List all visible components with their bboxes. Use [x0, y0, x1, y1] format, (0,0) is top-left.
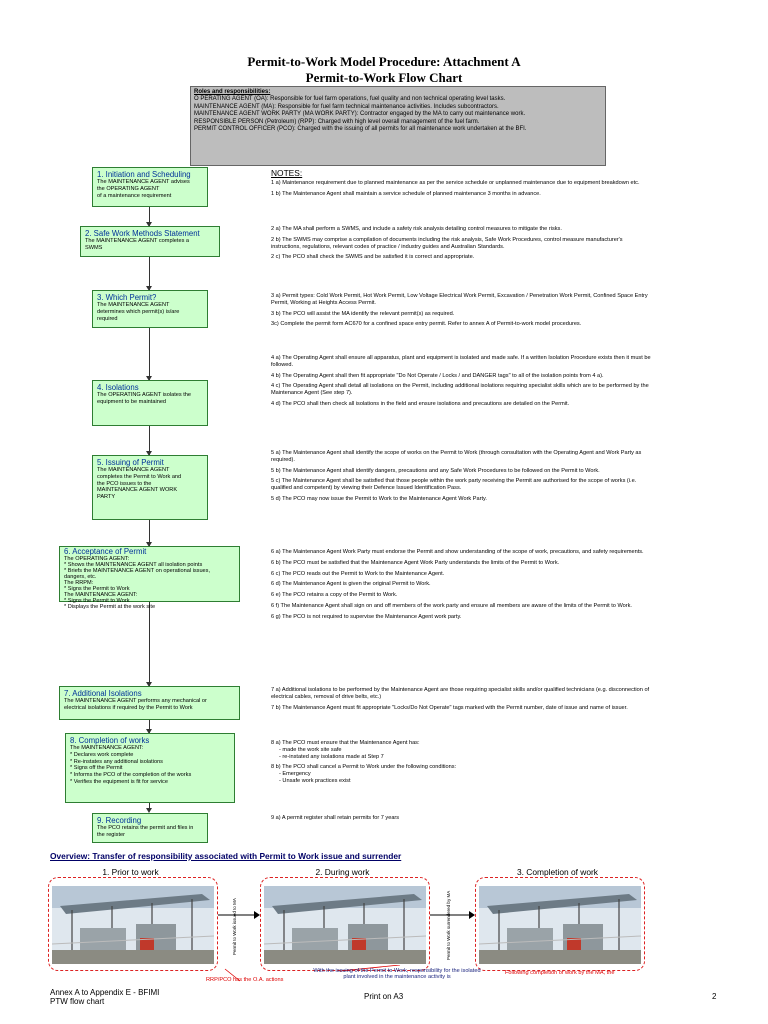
- step-line: required: [97, 315, 118, 322]
- step-line: dangers, etc.: [64, 574, 97, 580]
- step-heading: 7. Additional Isolations: [64, 689, 142, 698]
- step-line: determines which permit(s) is/are: [97, 308, 180, 315]
- note-item: - Emergency: [279, 771, 311, 778]
- footer-left-line1: Annex A to Appendix E - BFIMI: [50, 988, 160, 997]
- step-heading: 8. Completion of works: [70, 736, 150, 745]
- note: 4 d) The PCO shall then check all isolations in the field and ensure isolations and precautions are detailed on the Permit.: [271, 400, 570, 407]
- notes-heading: NOTES:: [271, 168, 303, 178]
- step-line: The MAINTENANCE AGENT: [97, 467, 170, 473]
- stage-title-3: 3. Completion of work: [517, 867, 598, 877]
- notes-group-3: [271, 293, 651, 332]
- note: 6 b) The PCO must be satisfied that the Maintenance Agent Work Party understands the limits of the Permit to Work.: [271, 559, 560, 566]
- notes-group-1: [271, 180, 651, 202]
- step-line: the OPERATING AGENT: [97, 185, 160, 192]
- step-box-6: [59, 546, 240, 610]
- fuel-farm-photo: [479, 886, 641, 964]
- flow-connector: [149, 328, 150, 380]
- stage-box-2: [260, 877, 430, 971]
- step-line: The RRPM:: [64, 580, 94, 586]
- step-line: * Briefs the MAINTENANCE AGENT on operational issues,: [64, 568, 211, 574]
- footer-center: Print on A3: [364, 992, 404, 1001]
- footer-left-line2: PTW flow chart: [50, 997, 105, 1006]
- roles-line: MAINTENANCE AGENT (MA): Responsible for fuel farm technical maintenance activities. Includes subcontractors.: [194, 103, 499, 110]
- step-line: equipment to be maintained: [97, 398, 167, 405]
- stage-title-2: 2. During work: [315, 867, 370, 877]
- caption-2: With the issuing of the Permit to Work, responsibility for the isolated plant involved in the maintenance activity is: [313, 968, 481, 981]
- stage-title-1: 1. Prior to work: [102, 867, 159, 877]
- step-line: * Shows the MAINTENANCE AGENT all isolation points: [64, 562, 203, 568]
- note: 3 b) The PCO will assist the MA identify the relevant permit(s) as required.: [271, 310, 455, 317]
- document-title: Permit-to-Work Model Procedure: Attachment A: [247, 54, 521, 69]
- step-line: * Verifies the equipment is fit for service: [70, 778, 168, 785]
- caption-3: Following completion of work by the MA, the: [505, 970, 615, 976]
- fuel-farm-photo: [264, 886, 426, 964]
- step-line: PARTY: [97, 494, 116, 501]
- step-box-7: [59, 686, 240, 720]
- note: 5 b) The Maintenance Agent shall identify dangers, precautions and any Safe Work Procedures to be followed on the Permit to Work.: [271, 467, 600, 474]
- step-line: the register: [97, 831, 125, 838]
- step-line: The MAINTENANCE AGENT:: [64, 592, 138, 598]
- note: 6 c) The PCO reads out the Permit to Work to the Maintenance Agent.: [271, 570, 445, 577]
- stage-box-1: [48, 877, 218, 971]
- fuel-farm-photo: [52, 886, 214, 964]
- document-subtitle: Permit-to-Work Flow Chart: [305, 70, 463, 85]
- step-line: SWMS: [85, 244, 103, 251]
- caption-1: RRP/PCO has the O.A. actions: [206, 977, 284, 983]
- note: 5 c) The Maintenance Agent shall be satisfied that those people within the work party receiving the Permit are authorised for the scope of works (i.e. qualified and competent) by viewing their Defence Issued Identification Pass.: [271, 478, 637, 492]
- note: 5 d) The PCO may now issue the Permit to Work to the Maintenance Agent Work Party.: [271, 495, 487, 502]
- stage-box-3: [475, 877, 645, 971]
- step-line: the PCO issues to the: [97, 480, 152, 487]
- step-heading: 4. Isolations: [97, 383, 139, 392]
- step-line: of a maintenance requirement: [97, 192, 172, 199]
- step-line: The MAINTENANCE AGENT: [97, 302, 170, 308]
- roles-line: O PERATING AGENT (OA): Responsible for fuel farm operations, fuel quality and non technical operating level tasks.: [194, 96, 506, 103]
- roles-line: MAINTENANCE AGENT WORK PARTY (MA WORK PARTY): Contractor engaged by the MA to carry out maintenance work.: [194, 111, 526, 118]
- roles-line: PERMIT CONTROL OFFICER (PCO): Charged with the issuing of all permits for all maintenance work undertaken at the BFI.: [194, 126, 527, 133]
- notes-group-8: [271, 740, 651, 785]
- note: 2 b) The SWMS may comprise a compilation of documents including the risk analysis, Safe Work Procedures, control measure manufacturer's instructions, regulations, relevant codes of practice / industry guides and Australian Standards.: [271, 236, 623, 250]
- note-item: - Unsafe work practices exist: [279, 777, 351, 784]
- step-line: * Declares work complete: [70, 751, 134, 758]
- step-line: The MAINTENANCE AGENT advises: [97, 179, 190, 185]
- step-line: MAINTENANCE AGENT WORK: [97, 487, 178, 494]
- step-box-2: [80, 226, 220, 257]
- roles-box: [190, 86, 606, 166]
- note: 3 a) Permit types: Cold Work Permit, Hot Work Permit, Low Voltage Electrical Work Permit, Excavation / Penetration Work Permit, Confined Space Entry Permit, Working at Heights Access Permit.: [271, 293, 648, 306]
- note: 4 b) The Operating Agent shall then fit appropriate "Do Not Operate / Locks / and DANGER tags" to all of the isolation points from 4 a).: [271, 372, 604, 379]
- note: 6 a) The Maintenance Agent Work Party must endorse the Permit and show understanding of the scope of work, precautions, and safety requirements.: [271, 549, 644, 555]
- note: 7 b) The Maintenance Agent must fit appropriate "Locks/Do Not Operate" tags marked with the Permit number, date of issue and name of issuer.: [271, 704, 628, 711]
- step-line: * Informs the PCO of the completion of the works: [70, 772, 192, 779]
- notes-group-4: [271, 355, 651, 412]
- transfer-arrow-2: [430, 905, 475, 925]
- transfer-label-1: Permit to Work issued to MA: [232, 898, 237, 955]
- transfer-arrow-1: [218, 905, 260, 925]
- step-box-1: [92, 167, 208, 207]
- step-line: * Signs the Permit to Work: [64, 586, 130, 592]
- notes-group-7: [271, 687, 651, 715]
- step-heading: 1. Initiation and Scheduling: [97, 170, 191, 179]
- step-line: electrical isolations if required by the Permit to Work: [64, 704, 193, 711]
- step-box-5: [92, 455, 208, 520]
- note: 1 a) Maintenance requirement due to planned maintenance as per the service schedule or unplanned maintenance due to equipment breakdown etc.: [271, 180, 640, 186]
- step-line: * Displays the Permit at the work site: [64, 604, 156, 610]
- roles-heading: Roles and responsibilities:: [194, 89, 271, 95]
- step-box-4: [92, 380, 208, 426]
- step-line: * Signs the Permit to Work: [64, 598, 130, 604]
- notes-group-6: [271, 549, 651, 625]
- note: 8 a) The PCO must ensure that the Maintenance Agent has:: [271, 740, 420, 746]
- page-number: 2: [712, 992, 717, 1001]
- step-box-8: [65, 733, 235, 803]
- note: 2 c) The PCO shall check the SWMS and be satisfied it is correct and appropriate.: [271, 254, 475, 261]
- step-heading: 3. Which Permit?: [97, 293, 157, 302]
- roles-line: RESPONSIBLE PERSON (Petroleum) (RPP): Charged with high level overall management of the fuel farm.: [194, 118, 480, 125]
- note: 7 a) Additional isolations to be performed by the Maintenance Agent are those requiring specialist skills and/or qualified technicians (e.g. disconnection of electrical cables, removal of drive belts, etc.): [271, 687, 650, 700]
- note: 8 b) The PCO shall cancel a Permit to Work under the following conditions:: [271, 764, 457, 771]
- step-heading: 6. Acceptance of Permit: [64, 547, 147, 556]
- note: 6 d) The Maintenance Agent is given the original Permit to Work.: [271, 581, 431, 588]
- note: 9 a) A permit register shall retain permits for 7 years: [271, 815, 400, 821]
- notes-group-2: [271, 226, 651, 265]
- flow-connector: [149, 602, 150, 686]
- step-heading: 2. Safe Work Methods Statement: [85, 229, 200, 238]
- note: 2 a) The MA shall perform a SWMS, and include a safety risk analysis detailing control measures to mitigate the risks.: [271, 226, 562, 232]
- note: 3c) Complete the permit form AC670 for a confined space entry permit. Refer to annex A of Permit-to-work model procedures.: [271, 321, 582, 328]
- step-line: The OPERATING AGENT isolates the: [97, 392, 191, 398]
- step-line: The MAINTENANCE AGENT performs any mechanical or: [64, 698, 207, 704]
- note: 6 f) The Maintenance Agent shall sign on and off members of the work party and ensure all members are aware of the limits of the Permit to Work.: [271, 602, 632, 609]
- step-heading: 9. Recording: [97, 816, 142, 825]
- step-line: The OPERATING AGENT:: [64, 556, 130, 562]
- note: 4 c) The Operating Agent shall detail all isolations on the Permit, including additional isolations requiring specialist skills which are to be performed by the Maintenance Agent (See step 7).: [271, 383, 649, 397]
- step-box-3: [92, 290, 208, 328]
- note-item: - made the work site safe: [279, 746, 342, 753]
- step-heading: 5. Issuing of Permit: [97, 458, 164, 467]
- step-line: The PCO retains the permit and files in: [97, 825, 194, 831]
- note: 4 a) The Operating Agent shall ensure all apparatus, plant and equipment is isolated and made safe. If a written Isolation Procedure exists then it must be followed.: [271, 355, 651, 368]
- notes-group-9: [271, 815, 651, 826]
- note-item: - re-instated any isolations made at Step 7: [279, 753, 384, 760]
- step-line: The MAINTENANCE AGENT completes a: [85, 238, 190, 244]
- step-line: * Signs off the Permit: [70, 765, 123, 772]
- notes-group-5: [271, 450, 651, 507]
- overview-title: Overview: Transfer of responsibility associated with Permit to Work issue and surrender: [50, 851, 402, 861]
- note: 6 e) The PCO retains a copy of the Permit to Work.: [271, 592, 398, 599]
- step-box-9: [92, 813, 208, 843]
- note: 6 g) The PCO is not required to supervise the Maintenance Agent work party.: [271, 613, 462, 620]
- note: 5 a) The Maintenance Agent shall identify the scope of works on the Permit to Work (through consultation with the Operating Agent and Work Party as required).: [271, 450, 642, 463]
- note: 1 b) The Maintenance Agent shall maintain a service schedule of planned maintenance 3 months in advance.: [271, 190, 541, 197]
- step-line: The MAINTENANCE AGENT:: [70, 745, 144, 751]
- step-line: * Re-instates any additional isolations: [70, 758, 163, 765]
- transfer-label-2: Permit to Work surrendered by MA: [446, 890, 451, 960]
- step-line: completes the Permit to Work and: [97, 473, 182, 480]
